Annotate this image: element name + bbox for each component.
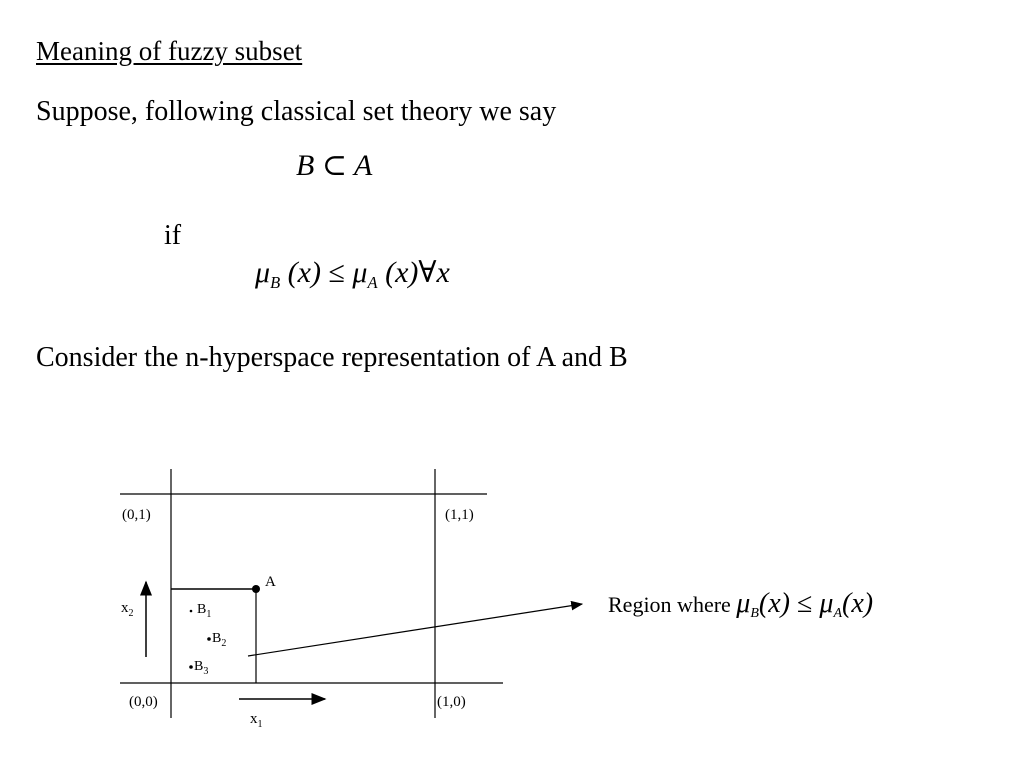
- region-subscript-b: B: [750, 605, 759, 621]
- argument-x-right: (x): [385, 256, 419, 289]
- point-b3-label: [194, 659, 208, 677]
- region-arg-left: (x): [758, 588, 790, 619]
- point-b2-dot: [207, 637, 211, 641]
- subscript-b: B: [270, 272, 281, 292]
- region-arg-right: (x): [842, 588, 874, 619]
- point-b2-label: [212, 631, 226, 649]
- argument-x-left: (x): [287, 256, 321, 289]
- point-b1-dot: [190, 610, 193, 613]
- mu-symbol-a: μ: [352, 256, 368, 289]
- b2-letter: B: [212, 631, 222, 646]
- b2-subscript: 2: [221, 638, 227, 649]
- x2-letter: x: [121, 600, 129, 616]
- region-leq: ≤: [797, 588, 813, 619]
- formula-set-a: A: [353, 149, 373, 182]
- formula-set-b: B: [296, 149, 315, 182]
- mu-symbol-b: μ: [255, 256, 271, 289]
- forall-variable: x: [436, 256, 450, 289]
- slide-title: Meaning of fuzzy subset: [36, 36, 303, 66]
- region-mu-a: μ: [819, 588, 834, 619]
- subset-operator: ⊂: [321, 149, 347, 182]
- corner-label-10: (1,0): [437, 694, 466, 710]
- if-word: if: [164, 220, 182, 251]
- x2-subscript: 2: [128, 608, 134, 619]
- point-b1-label: [197, 602, 211, 620]
- region-mu-b: μ: [736, 588, 751, 619]
- b3-subscript: 3: [203, 666, 209, 677]
- region-subscript-a: A: [833, 605, 842, 621]
- axis-x1-label: [250, 711, 263, 730]
- leq-operator: ≤: [328, 256, 345, 289]
- region-pointer-arrow: [248, 604, 582, 656]
- corner-label-11: (1,1): [445, 507, 474, 523]
- b1-subscript: 1: [206, 609, 212, 620]
- corner-label-01: (0,1): [122, 507, 151, 523]
- point-a-dot: [252, 585, 260, 593]
- x1-letter: x: [250, 711, 258, 727]
- intro-text: Suppose, following classical set theory we say: [36, 96, 557, 127]
- point-a-label: A: [265, 574, 276, 590]
- point-b3-dot: [189, 665, 193, 669]
- axis-x2-label: [121, 600, 134, 619]
- x1-subscript: 1: [257, 719, 263, 730]
- consider-text: Consider the n-hyperspace representation of A and B: [36, 342, 628, 373]
- forall-symbol: ∀: [418, 256, 437, 289]
- subscript-a: A: [367, 272, 378, 292]
- region-formula: [736, 588, 873, 619]
- b1-letter: B: [197, 602, 207, 617]
- region-annotation: [608, 588, 873, 622]
- b3-letter: B: [194, 659, 204, 674]
- region-text: Region where: [608, 592, 731, 617]
- corner-label-00: (0,0): [129, 694, 158, 710]
